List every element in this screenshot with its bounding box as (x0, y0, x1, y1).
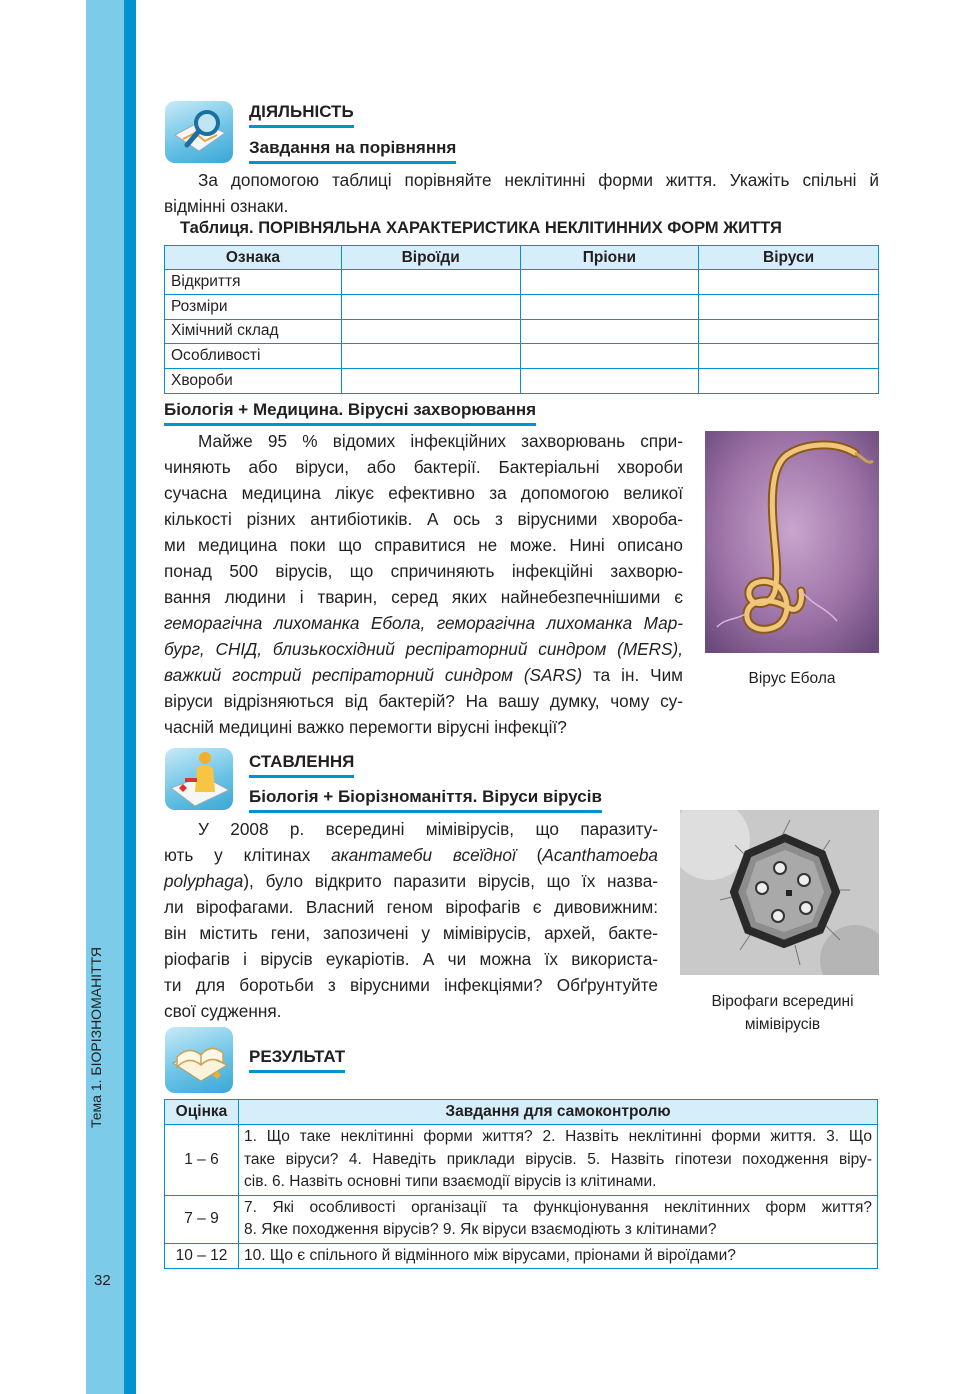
margin-accent-stripe (124, 0, 136, 1394)
row-label: Хімічний склад (165, 319, 342, 344)
person-cup-icon (165, 748, 233, 810)
col-header: Пріони (520, 246, 699, 270)
tasks-cell: 7. Які особливості організації та функціонування неклітинних форм життя? 8. Яке походження вірусів? 9. Як віруси взаємодіють з клітинами? (239, 1195, 878, 1243)
tasks-cell: 1. Що таке неклітинні форми життя? 2. Назвіть неклітинні форми життя. 3. Що таке віруси? 4. Наведіть приклади вірусів. 5. Назвіть гіпотези походження віру- сів. 6. Назвіть основні типи взаємодії вірусів із клітинами. (239, 1125, 878, 1196)
table-row (165, 294, 879, 319)
table-row (165, 344, 879, 369)
grade-cell: 10 – 12 (165, 1243, 239, 1269)
table-caption: Таблиця. ПОРІВНЯЛЬНА ХАРАКТЕРИСТИКА НЕКЛІТИННИХ ФОРМ ЖИТТЯ (180, 219, 782, 237)
open-book-icon (165, 1027, 233, 1093)
task-heading: Завдання на порівняння (249, 138, 456, 164)
medicine-text: Майже 95 % відомих інфекційних захворювань спри- чиняють або віруси, або бактерії. Бактеріальні хвороби сучасна медицина лікує ефективно за допомогою великої кількості різних антибіотиків. А ось з вірусними хвороба- ми медицина поки що справитися не може. Нині описано понад 500 вірусів, що спричиняють інфекційні захворю- вання людини і тварин, серед яких найнебезпечнішими є геморагічна лихоманка Ебола, геморагічна лихоманка Мар- бург, СНІД, близькосхідний респіраторний синдром (MERS), важкий гострий респіраторний синдром (SARS) та ін. Чим віруси відрізняються від бактерій? На вашу думку, чому су- часній медицині важко перемогти вірусні інфекції? (164, 431, 683, 737)
table-cell[interactable] (341, 319, 520, 344)
col-header-tasks: Завдання для самоконтролю (239, 1100, 878, 1125)
table-cell[interactable] (699, 270, 879, 295)
table-cell[interactable] (341, 369, 520, 394)
table-cell[interactable] (341, 344, 520, 369)
attitude-subheading: Біологія + Біорізноманіття. Віруси вірусів (249, 787, 602, 813)
left-margin (0, 0, 86, 1394)
result-heading: РЕЗУЛЬТАТ (249, 1047, 345, 1073)
ebola-virus-image (705, 431, 879, 653)
table-cell[interactable] (699, 319, 879, 344)
attitude-text: У 2008 р. всередині мімівірусів, що паразиту- ють у клітинах акантамеби всеїдної (Acanthamoeba polyphaga), було відкрито паразити вірусів, що їх назва- ли вірофагами. Власний геном вірофагів є дивовижним: він містить гени, запозичені у мімівірусів, архей, бакте- ріофагів і вірусів еукаріотів. А чи можна їх використа- ти для боротьби з вірусними інфекціями? Обґрунтуйте свої судження. (164, 819, 658, 1021)
virophage-caption: Вірофаги всередині мімівірусів (711, 993, 854, 1033)
table-row (165, 369, 879, 394)
col-header: Ознака (165, 246, 342, 270)
side-title: Тема 1. БІОРІЗНОМАНІТТЯ (88, 947, 104, 1128)
col-header-grade: Оцінка (165, 1100, 239, 1125)
grade-cell: 7 – 9 (165, 1195, 239, 1243)
tasks-cell: 10. Що є спільного й відмінного між вірусами, пріонами й віроїдами? (239, 1243, 878, 1269)
table-cell[interactable] (341, 294, 520, 319)
row-label: Особливості (165, 344, 342, 369)
comparison-table (164, 245, 879, 394)
table-row (165, 319, 879, 344)
table-cell[interactable] (341, 270, 520, 295)
col-header: Віроїди (341, 246, 520, 270)
virophage-image (680, 810, 879, 975)
table-row (165, 1195, 878, 1243)
table-cell[interactable] (520, 270, 699, 295)
medicine-heading: Біологія + Медицина. Вірусні захворювання (164, 400, 536, 426)
activity-intro: За допомогою таблиці порівняйте неклітинні форми життя. Укажіть спільні й відмінні ознаки. (164, 170, 879, 216)
ebola-caption: Вірус Ебола (748, 670, 836, 687)
table-cell[interactable] (520, 294, 699, 319)
table-row (165, 1125, 878, 1196)
table-cell[interactable] (699, 294, 879, 319)
margin-band (86, 0, 124, 1394)
table-cell[interactable] (520, 344, 699, 369)
table-row (165, 1243, 878, 1269)
table-cell[interactable] (699, 344, 879, 369)
table-header-row (165, 246, 879, 270)
table-header-row (165, 1100, 878, 1125)
table-row (165, 270, 879, 295)
table-cell[interactable] (699, 369, 879, 394)
row-label: Розміри (165, 294, 342, 319)
activity-heading: ДІЯЛЬНІСТЬ (249, 102, 354, 128)
col-header: Віруси (699, 246, 879, 270)
table-cell[interactable] (520, 319, 699, 344)
attitude-heading: СТАВЛЕННЯ (249, 752, 354, 778)
row-label: Хвороби (165, 369, 342, 394)
grade-cell: 1 – 6 (165, 1125, 239, 1196)
table-cell[interactable] (520, 369, 699, 394)
row-label: Відкриття (165, 270, 342, 295)
page-number: 32 (94, 1272, 111, 1289)
magnifier-map-icon (165, 101, 233, 163)
self-check-table (164, 1099, 878, 1269)
